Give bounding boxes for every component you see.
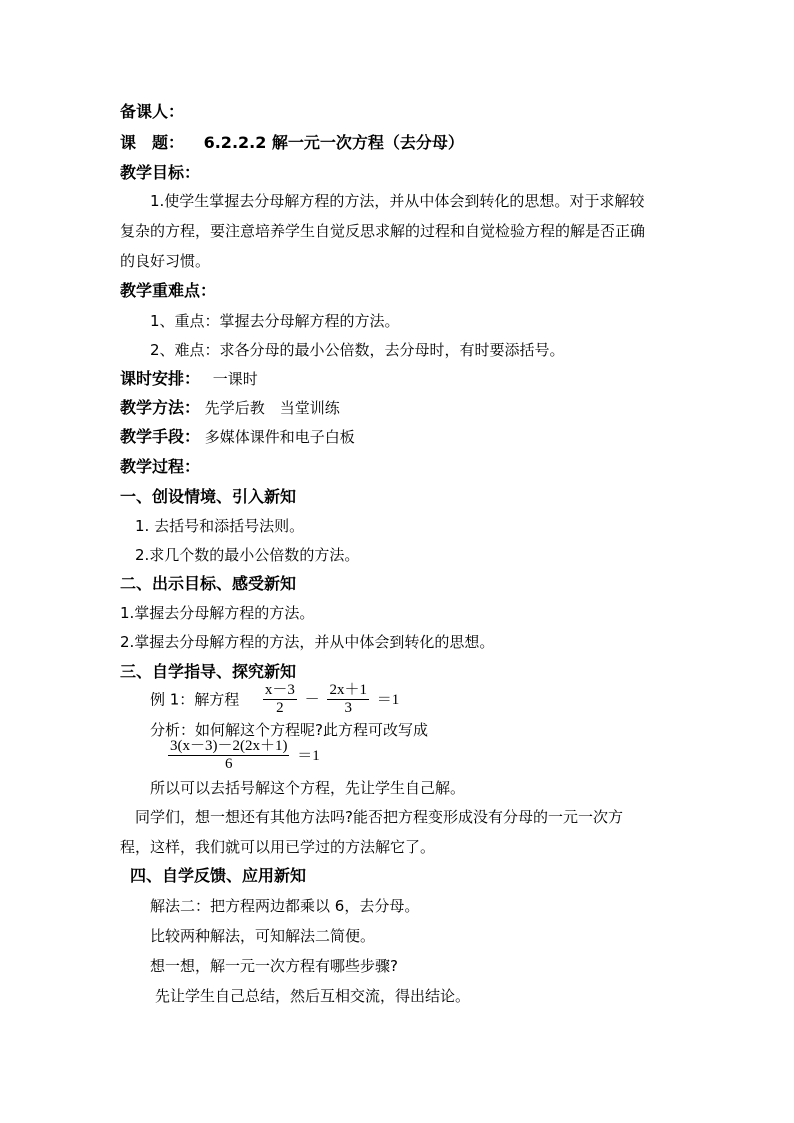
method-line xyxy=(120,397,340,419)
objectives-line-1: 1.使学生掌握去分母解方程的方法，并从中体会到转化的思想。对于求解较 xyxy=(150,192,645,210)
objectives-line-3: 的良好习惯。 xyxy=(120,252,211,270)
key-point-2: 2、难点：求各分母的最小公倍数，去分母时，有时要添括号。 xyxy=(150,341,565,359)
section-3-line-after: 所以可以去括号解这个方程，先让学生自己解。 xyxy=(150,779,466,797)
section-2-item-1: 1.掌握去分母解方程的方法。 xyxy=(120,604,315,622)
objectives-title: 教学目标： xyxy=(120,163,201,182)
section-4-line-2: 比较两种解法，可知解法二简便。 xyxy=(150,927,376,945)
fraction-3 xyxy=(168,738,289,773)
topic-label: 课 题： xyxy=(120,133,185,152)
means-label: 教学手段： xyxy=(120,427,201,446)
fraction-2 xyxy=(327,682,369,717)
section-4-line-1: 解法二：把方程两边都乘以 6，去分母。 xyxy=(150,897,420,915)
means-value: 多媒体课件和电子白板 xyxy=(204,428,355,446)
key-points-title: 教学重难点： xyxy=(120,281,217,300)
section-3-para-1: 同学们，想一想还有其他方法吗?能否把方程变形成没有分母的一元一次方 xyxy=(135,808,623,826)
equation-2-line xyxy=(168,738,323,773)
means-line xyxy=(120,426,355,448)
section-1-item-1: 1. 去括号和添括号法则。 xyxy=(135,517,305,535)
section-2-title: 二、出示目标、感受新知 xyxy=(120,574,297,593)
fraction-2-numerator: 2x＋1 xyxy=(329,682,367,698)
section-1-item-2: 2.求几个数的最小公倍数的方法。 xyxy=(135,546,360,564)
section-2-item-2: 2.掌握去分母解方程的方法，并从中体会到转化的思想。 xyxy=(120,633,495,651)
example-1-line xyxy=(150,682,402,717)
equation-1-rhs: ＝1 xyxy=(376,691,400,708)
section-3-title: 三、自学指导、探究新知 xyxy=(120,662,297,681)
fraction-1-numerator: x－3 xyxy=(264,682,295,698)
fraction-3-denominator: 6 xyxy=(224,756,233,772)
section-3-para-2: 程，这样，我们就可以用已学过的方法解它了。 xyxy=(120,838,436,856)
method-label: 教学方法： xyxy=(120,398,201,417)
schedule-value: 一课时 xyxy=(212,370,258,388)
equation-2-rhs: ＝1 xyxy=(297,747,320,764)
preparer-label: 备课人： xyxy=(120,102,185,121)
schedule-label: 课时安排： xyxy=(120,369,201,388)
fraction-2-denominator: 3 xyxy=(344,700,352,716)
topic-title: 6.2.2.2 解一元一次方程（去分母） xyxy=(203,133,464,152)
section-4-line-3: 想一想，解一元一次方程有哪些步骤? xyxy=(150,957,398,975)
section-1-title: 一、创设情境、引入新知 xyxy=(120,487,297,506)
analysis-line: 分析：如何解这个方程呢?此方程可改写成 xyxy=(150,721,428,739)
section-4-line-4: 先让学生自己总结，然后互相交流，得出结论。 xyxy=(155,987,471,1005)
fraction-3-numerator: 3(x－3)－2(2x＋1) xyxy=(170,738,288,754)
fraction-1-denominator: 2 xyxy=(276,700,284,716)
schedule-line xyxy=(120,368,258,390)
section-4-title: 四、自学反馈、应用新知 xyxy=(130,866,307,885)
topic-line xyxy=(120,132,464,154)
minus-sign: － xyxy=(304,691,320,708)
fraction-1 xyxy=(263,682,297,717)
key-point-1: 1、重点：掌握去分母解方程的方法。 xyxy=(150,312,400,330)
process-title: 教学过程： xyxy=(120,457,201,476)
example-label: 例 1：解方程 xyxy=(150,690,240,709)
objectives-line-2: 复杂的方程，要注意培养学生自觉反思求解的过程和自觉检验方程的解是否正确 xyxy=(120,222,646,240)
method-value: 先学后教 当堂训练 xyxy=(204,399,340,417)
